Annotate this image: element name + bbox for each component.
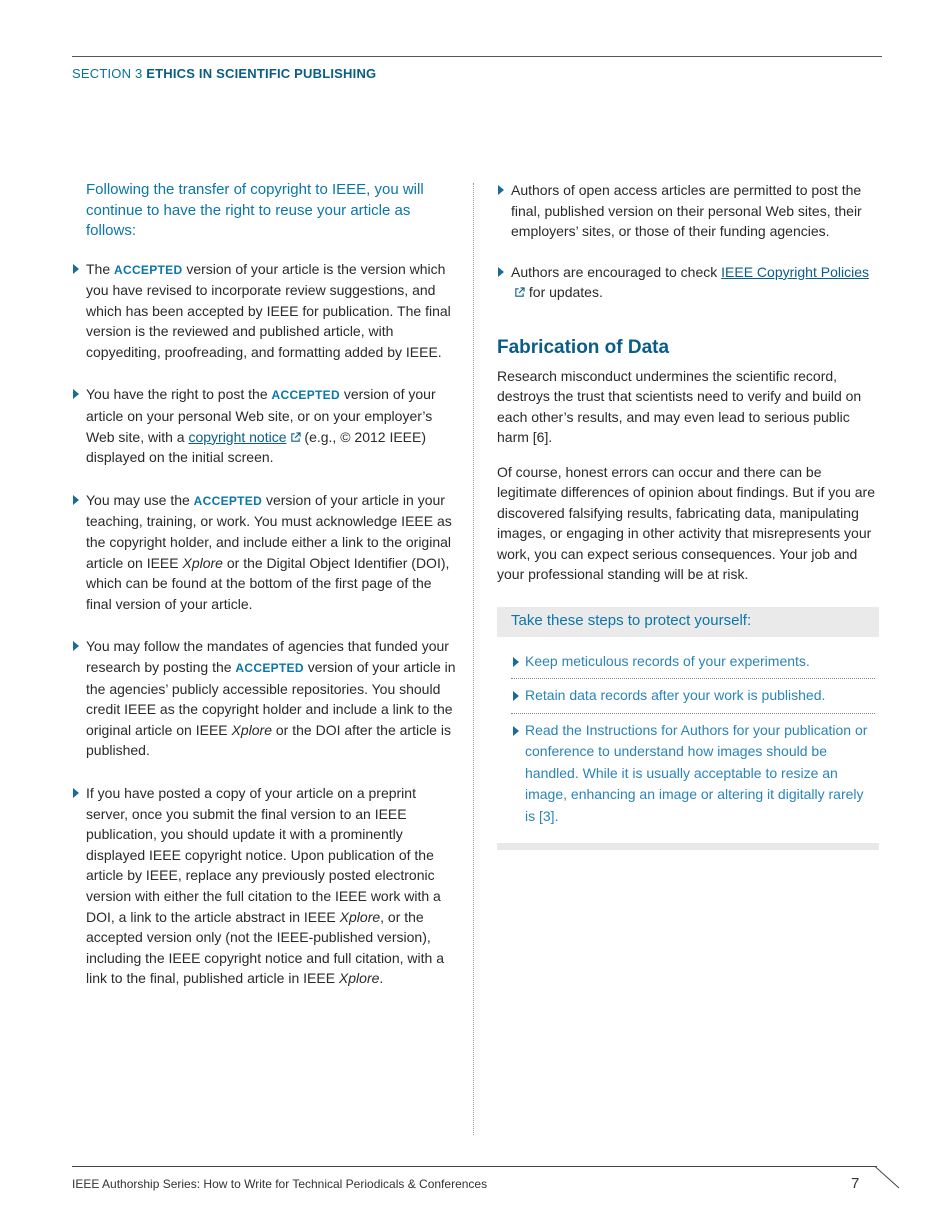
bullet-triangle-icon [498,267,504,277]
bottom-rule [72,1166,877,1167]
list-item: If you have posted a copy of your article on a preprint server, once you submit the final version to an IEEE publication, you should update it with a prominently displayed IEEE copyright notice. Upon publication of the article by IEEE, replace any previously posted electronic version with either the full citation to the IEEE work with a DOI, a link to the article abstract in IEEE Xplore, or the accepted version only (not the IEEE-published version), including the IEEE copyright notice and full citation, with a link to the final, published article in IEEE Xplore. [72,783,457,989]
paragraph: Research misconduct undermines the scientific record, destroys the trust that scientists need to verify and build on each other’s results, and may even lead to serious public harm [6]. [497,367,862,446]
column-divider [473,183,474,1135]
list-item: Authors are encouraged to check IEEE Copyright Policies for updates. [497,262,879,303]
bullet-triangle-icon [513,726,519,736]
intro-text: Following the transfer of copyright to IEEE, you will continue to have the right to reuse your article as follows: [86,181,424,239]
list-item: The ACCEPTED version of your article is the version which you have revised to incorporate review suggestions, and which has been accepted by IEEE for publication. The final version is the reviewed and published article, with copyediting, proofreading, and formatting added by IEEE. [72,259,457,363]
callout-list [497,637,879,844]
callout-item: Keep meticulous records of your experiments. [511,645,875,679]
copyright-notice-link[interactable]: copyright notice [188,429,300,445]
callout-item: Retain data records after your work is published. [511,678,875,713]
section-title: ETHICS IN SCIENTIFIC PUBLISHING [146,66,377,81]
callout-item: Read the Instructions for Authors for your publication or conference to understand how images should be handled. While it is usually acceptable to resize an image, enhancing an image or altering it digitally rarely is [3]. [511,713,875,834]
list-item: You may use the ACCEPTED version of your article in your teaching, training, or work. You must acknowledge IEEE as the copyright holder, and include either a link to the original article on IEEE Xplore or the Digital Object Identifier (DOI), which can be found at the bottom of the first page of the final version of your article. [72,490,457,615]
callout-title: Take these steps to protect yourself: [497,607,879,637]
accepted-label: ACCEPTED [235,661,304,675]
bullet-triangle-icon [513,691,519,701]
page-corner-decoration [875,1166,901,1190]
bullet-triangle-icon [513,657,519,667]
ieee-copyright-policies-link[interactable]: IEEE Copyright Policies [511,264,869,301]
list-item: You may follow the mandates of agencies that funded your research by posting the ACCEPTED version of your article in the agencies’ publicly accessible repositories. You should credit IEEE as the copyright holder and include a link to the original article on IEEE Xplore or the DOI after the article is published. [72,636,457,761]
right-column [497,180,879,850]
external-link-icon [290,432,301,443]
page-number: 7 [851,1175,860,1192]
callout-footer-bar [497,843,879,850]
left-column [72,180,457,1011]
bullet-triangle-icon [73,641,79,651]
accepted-label: ACCEPTED [193,493,263,508]
bullet-triangle-icon [73,264,79,274]
bullet-triangle-icon [73,389,79,399]
list-item: You have the right to post the ACCEPTED version of your article on your personal Web site, or on your employer’s Web site, with a copyright notice (e.g., © 2012 IEEE) displayed on the initial screen. [72,384,457,467]
list-item: Authors of open access articles are permitted to post the final, published version on their personal Web sites, their employers’ sites, or those of their funding agencies. [497,180,879,242]
external-link-icon [514,287,525,298]
accepted-label: ACCEPTED [114,262,183,277]
steps-callout-box [497,607,879,851]
accepted-label: ACCEPTED [271,388,340,403]
section-header [72,66,376,81]
section-label: SECTION 3 [72,66,143,81]
paragraph: Of course, honest errors can occur and there can be legitimate differences of opinion about findings. But if you are discovered falsifying results, fabricating data, manipulating images, or engaging in other activity that misrepresents your work, you can expect serious consequences. Your job and your professional standing will be at risk. [497,463,875,583]
fabrication-heading: Fabrication of Data [497,336,670,358]
bullet-triangle-icon [73,495,79,505]
bullet-triangle-icon [498,185,504,195]
top-rule [72,56,882,57]
bullet-triangle-icon [73,788,79,798]
footer-series-title: IEEE Authorship Series: How to Write for Technical Periodicals & Conferences [72,1177,488,1191]
